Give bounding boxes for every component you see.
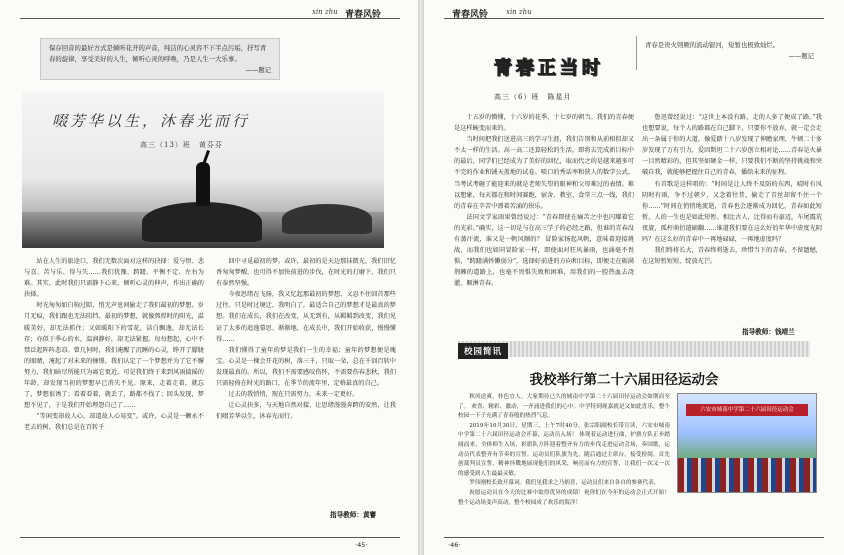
epigraph-box: [40, 38, 280, 80]
paragraph: 我们懂得了童年的梦是我们一生的幸福；童年的梦想便是瑰宝。心灵是一棵会开花的树，落三千，只取一朵，总在千回百转中发现最真的。所以，我们不需要感叹伤怀，不需要伤春悲秋，我们只需轻倚在时光的路口，在季节的流年里，定格最真的自己。: [216, 346, 396, 388]
paragraph: 祝愿运动员在今天的比赛中取得优异的成绩！祝你们在今年的运动会正式开始！整个运动场变声高动，整个校园成了欢乐的海洋！: [458, 489, 670, 506]
header-pinyin: xin zhu: [506, 8, 532, 16]
article-column-2: [642, 112, 822, 322]
sports-meeting-photo: [677, 393, 817, 493]
article-column-1: [24, 256, 204, 528]
paragraph: 当时间把我们送进高三的学习生涯，我们告别和从前相似却又不太一样的生活。高一高二还算轻松的生活，即将去完成新目标中的最后，同学们已经成为了美好的回忆，取而代之的是越来越多可不完的作业和铺天盖地的试卷。喷口的秀话率和狭人的数学公式。当考试考砸了能迎来的就是老师失望的眼神和父母难过的表情。难以想象，每天都在和时间赛跑，宿舍、教室、食堂三点一线，我们的青春在辛苦中漂着苦涌的快乐。: [454, 136, 634, 210]
paragraph: 我们终将长大，青春终将逝去，珍惜当下的青春，不留遗憾，在这短暂短短，绽放光芒。: [642, 247, 822, 266]
article-photo: [22, 92, 384, 248]
page-number: ·46·: [448, 541, 461, 549]
paragraph: 秋风送爽，桂色宜人。大家期待已久的城南中学第二十六届田径运动会如期而至了。 欢喜、精彩、激动，一齐涌进我们的心中。中学特到现嘉就是又如此喜乐，整个校园一下子充满了青春般的热烈气息。: [458, 394, 670, 420]
epigraph-box: [636, 36, 822, 70]
paragraph: 2019年10月30日，星期三，上午7时40分，张宗阳副校长带宣读，六安市城南中学第二十六届田径运动会开幕，运动员入场！ 体现着运动进行曲，护旗方队正步踏阔而来，全体师生入场，彩旗队方阵迎着整齐有力的步伐走进运动会场，奏国歌，运动员代表整齐有节奏的宣誓。运动员们队旗为先，随后通过主席台，接受检阅。首先创裁判员宣誓，精神抖擞地展现他们的风采，响亮而有力的宣誓，让我们一次又一次的感受到人生最最灵敏。: [458, 422, 670, 477]
adviser-credit: 指导教师：钱靖兰: [742, 328, 795, 336]
article-title: 啜芳华以生，沐春光而行: [52, 112, 251, 130]
paragraph: 回中寻觅最初的梦。或许，最初的是天边那抹微光，我们旧忆香匆匆梦醒，也可得不加快前进的步伐，在时光的打磨下，我们只有泰然坚强。: [216, 258, 396, 288]
paragraph: 有首歌是这样唱的：“时间是让人终不及防的东西，晴时有风阴时有雨，争不过朝夕，又念着往昔，偷走了青丝却留不住一个你……”时间在悄悄地流逝，青春也会逐渐成为回忆，青春如此短暂，人的一生也是如此短暂。相比古人，比得而有豪迈，车尾震荒夜旋，孤杆萌衍遣刷翻……谁道我们要在这么好的年华中虚度光阴吗？在这么好的青春中一再地碌碌，一再地虚度吗？: [642, 180, 822, 244]
epigraph-text: 保存回音的最好方式是倾听花开的声音，纯洁的心灵容不下半点污垢，抒写青春的旋律，享受美好的人生，倾听心灵的呼唤，乃是人生一大乐事。: [49, 44, 267, 63]
article-byline: 高三（6）班 陈星月: [494, 93, 572, 101]
section-tag: 校园简讯: [458, 343, 508, 359]
page-number: ·45·: [355, 541, 368, 549]
paragraph: 让心灵抉多，与天地自然对接，让思绪漫漫奔跨的安然，让我们啜芳华以生，沐春光而行。: [216, 402, 396, 421]
news-body: [458, 393, 670, 527]
header-rule: [444, 18, 824, 19]
paragraph: 法国文学家雨果曾经说过：“青春即使在痛苦之中也闪耀着它的光彩。”确实，这一切是与在高三学子的必经之路，但谁的青春没有蒸汗流，谁又是一帆风顺的？ 冒险家扬起风帆，意味着迎接挑战，而我们也如同冒险家一样，即使面对狂风暴雨，也涌毫不畏惧，“踌躇满怀懒弱分”，选择好前进的方向和目标，即便走在砺满荆棘的道路上，也毫不畏惧失败和困难，用我们的一腔热血去浇灌、顺淋青春。: [454, 213, 634, 288]
paragraph: “等闲变却故人心，却道故人心易变”。或许，心灵是一颗永不老去的树，我们总是在百转千: [24, 413, 204, 432]
paragraph: 十五岁的懵懂，十六岁的花季，十七岁的朝当。我们的青春便是这样蜿变而来的。: [454, 114, 634, 133]
left-page: [0, 0, 418, 555]
paragraph: 时光匆匆如白驹过隙，悄无声息间偷走了我们最初的梦想。岁月无痕，我们跟也无法阻挡。最初的梦想，就像熬煌时的阳光，温暖美好，却无法抓住；又如暖阳下的雪花，洁白飘逸，却无法长存；亦似于季心的水，温润静好，却无法紧握。每每想起，心中不禁泛起阵阵悲凉。曾几何时，我们淹醒了沉睡的心灵，睁开了朦胧的眼睛，淹起了对未来的憧憬。我们认定了一个梦想并为了它不懈努力，我们暗尽所能只为离它更近。可是我们终于来到风雨揣摇的年龄，却发现当初的梦想早已消失不见。原来，走着走着，就忘了，梦想很诱了；看着看着，就丢了，路都不找了；回头发现，梦想不见了，于是我们开始埋怨自己了……: [24, 302, 204, 410]
epigraph-by: ——题记: [245, 66, 271, 74]
header-title: 青春风铃: [345, 10, 382, 20]
header-title: 青春风铃: [452, 10, 489, 20]
article-column-1: [454, 112, 634, 336]
article-column-2: [216, 256, 396, 506]
paragraph: 今夜思绪在飞扬，我又忆起那最初的梦想，又忍不住回首那些过往。只是时过境迁，我明白了，最适合自己的梦想才是最真的梦想。我们在成长，我们在改变，从无到有，从羁羁到改变，我们见证了太多的追逸幕思、渐渐地，在成长中，我们开始收获，慢慢懂得……: [216, 291, 396, 343]
adviser-credit: 指导教师：黄謇: [330, 511, 377, 519]
article-title: 青春正当时: [494, 58, 604, 79]
section-banner: [458, 341, 810, 357]
paragraph: 站在人生的旅途口，我们无数次面对这样的抉择：爱与恨、悲与喜、苦与乐、得与失……我们犹豫、踌躇、平衡不定、左右为难。其实，此时我们只需静下心来，倾听心灵的伸声，作出正确的抉择。: [24, 258, 204, 299]
header-rule: [20, 18, 400, 19]
epigraph-text: 青春是贵火则厥的流动银河，短暂也极致灿烂。: [645, 41, 780, 49]
paragraph: 过去的我悄悄，现在只需努力，未来一定更好。: [228, 391, 359, 399]
paragraph: 鲁迅曾经说过：“这世上本没有路，走的人多了便成了路。”我也想要说，每个人的路都在自己脚下，只要你不放弃，就一定会走出一条属于你的大道，像爱踏十八岁发现了伸瞻家理，牛顿二十多岁发现了万有引力，爱因斯坦二十六岁创立相对论……青春是火暴一目然精彩的，但其坚如硬金一样，只要我们不断的坚持挑战和突破自我，就能够把握住自己的青春，播给未来的征程。: [642, 114, 822, 177]
article-author: 高三（13）班 黄芬芬: [140, 141, 223, 149]
paragraph: 罗伟刚校长致开幕词。我们见我求之乃炳喜，运动员们来自各自的参赛代表。: [469, 480, 660, 487]
news-title: 我校举行第二十六届田径运动会: [529, 372, 719, 388]
right-page: [424, 0, 844, 555]
girl-silhouette: [196, 162, 210, 206]
header-pinyin: xin zhu: [312, 8, 338, 16]
photo-banner: 六安市城南中学第二十六届田径运动会: [686, 404, 808, 416]
epigraph-by: ——题记: [788, 52, 814, 60]
